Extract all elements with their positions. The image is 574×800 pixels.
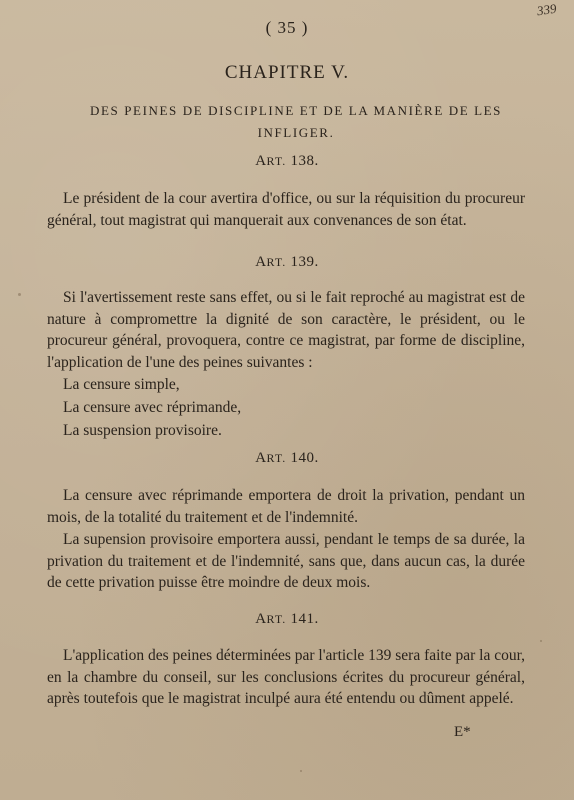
article-heading: ART. 140. — [255, 450, 319, 466]
paper-spot — [18, 293, 21, 296]
article-paragraph: La censure avec réprimande emportera de droit la privation, pendant un mois, de la totalité du traitement et de l'indemnité. — [47, 487, 525, 526]
signature-mark: E* — [454, 724, 471, 740]
page-number: ( 35 ) — [265, 18, 309, 37]
list-item: La censure simple, — [63, 376, 180, 393]
article-paragraph: Si l'avertissement reste sans effet, ou si le fait reproché au magistrat est de nature à compromettre la dignité de son caractère, le président, ou le procureur général, provoquera, contre ce magistrat, par forme de discipline, l'application de l'une des peines suivantes : — [47, 289, 525, 371]
article-heading: ART. 141. — [255, 611, 319, 627]
article-heading: ART. 139. — [255, 254, 319, 270]
chapter-subtitle: DES PEINES DE DISCIPLINE ET DE LA MANIÈRE DE LES INFLIGER. — [89, 103, 503, 140]
article-heading: ART. 138. — [255, 153, 319, 169]
paper-spot — [540, 640, 542, 642]
list-item: La censure avec réprimande, — [63, 399, 242, 416]
chapter-title: CHAPITRE V. — [224, 62, 350, 83]
article-paragraph: L'application des peines déterminées par l'article 139 sera faite par la cour, en la chambre du conseil, sur les conclusions écrites du procureur général, après toutefois que le magistrat inculpé aura été entendu ou dûment appelé. — [47, 647, 526, 707]
paper-spot — [300, 770, 302, 772]
article-paragraph: Le président de la cour avertira d'office, ou sur la réquisition du procureur général, tout magistrat qui manquerait aux convenances de son état. — [47, 190, 525, 229]
list-item: La suspension provisoire. — [63, 422, 222, 439]
article-paragraph: La supension provisoire emportera aussi, pendant le temps de sa durée, la privation du traitement et de l'indemnité, sans que, dans aucun cas, la durée de cette privation puisse être moindre de deux mois. — [47, 531, 525, 591]
handwritten-folio-number: 339 — [535, 0, 557, 19]
